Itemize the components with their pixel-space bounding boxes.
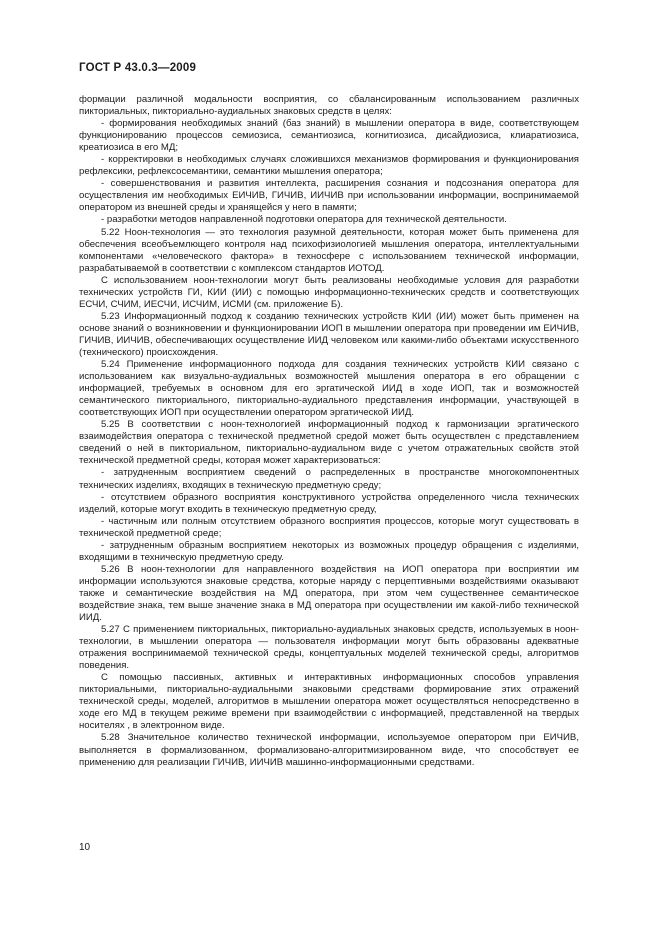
paragraph: - отсутствием образного восприятия конструктивного устройства определенного числа технических изделий, которые могут входить в техническую предметную среду, [79, 491, 579, 515]
paragraph: С использованием ноон-технологии могут быть реализованы необходимые условия для разработки технических устройств ГИ, КИИ (ИИ) с помощью информационно-технических средств и соответствующих ЕСЧИ, СЧИМ, ИЕСЧИ, ИСЧИМ, ИСМИ (см. приложение Б). [79, 274, 579, 310]
paragraph: формации различной модальности восприятия, со сбалансированным использованием различных пикториальных, пикториально-аудиальных знаковых средств в целях: [79, 94, 579, 118]
paragraph: - совершенствования и развития интеллекта, расширения сознания и подсознания оператора для осуществления им необходимых ЕИЧИВ, ГИЧИВ, ИИЧИВ при использовании информации, воспринимаемой оператором из внешней среды и хранящейся у него в памяти; [79, 178, 579, 214]
paragraph: - корректировки в необходимых случаях сложившихся механизмов формирования и функционирования рефлексики, рефлексосемантики, семантики мышления оператора; [79, 154, 579, 178]
paragraph: 5.27 С применением пикториальных, пикториально-аудиальных знаковых средств, используемых в ноон-технологии, в мышлении оператора — пользователя информации могут быть образованы адекватные отражения воспринимаемой технической среды, концептуальных моделей технической среды, алгоритмов поведения. [79, 624, 579, 672]
paragraph: - затрудненным образным восприятием некоторых из возможных процедур обращения с изделиями, входящими в техническую предметную среду. [79, 539, 579, 563]
paragraph: 5.23 Информационный подход к созданию технических устройств КИИ (ИИ) может быть применен на основе знаний о возникновении и функционировании ИОП в мышлении оператора при проведении им ЕИЧИВ, ГИЧИВ, ИИЧИВ, обеспечивающих осуществление ИИД человеком или какими-либо объектами искусственного (технического) происхождения. [79, 310, 579, 358]
paragraph: 5.25 В соответствии с ноон-технологией информационный подход к гармонизации эргатического взаимодействия оператора с технической предметной средой может быть осуществлен с представлением сведений о ней в пикториальном, пикториально-аудиальном виде с учетом отражательных свойств этой технической предметной среды, которая может характеризоваться: [79, 419, 579, 467]
paragraph: - частичным или полным отсутствием образного восприятия процессов, которые могут существовать в технической предметной среде; [79, 515, 579, 539]
paragraph: С помощью пассивных, активных и интерактивных информационных способов управления пикториальными, пикториально-аудиальными знаковыми средствами формирование этих отражений технической среды, моделей, алгоритмов в мышлении оператора может осуществляться непосредственно в ходе его МД в текущем режиме времени при взаимодействии с информацией, представленной на твердых носителях , в электронном виде. [79, 672, 579, 732]
paragraph: - разработки методов направленной подготовки оператора для технической деятельности. [101, 214, 507, 226]
paragraph: 5.26 В ноон-технологии для направленного воздействия на ИОП оператора при восприятии им информации используются знаковые средства, которые наряду с перцептивными воздействиями оказывают также и семантические воздействия на МД оператора, при этом чем существеннее семантическое воздействие знака, тем выше значение знака в МД оператора при осуществлении им какой-либо технической ИИД. [79, 563, 579, 624]
document-header: ГОСТ Р 43.0.3—2009 [79, 62, 197, 74]
paragraph: - затрудненным восприятием сведений о распределенных в пространстве многокомпонентных технических изделиях, входящих в техническую предметную среду; [79, 467, 579, 491]
paragraph: 5.28 Значительное количество технической информации, используемое оператором при ЕИЧИВ, выполняется в формализованном, формализовано-алгоритмизированном виде, что способствует ее применению для реализации ГИЧИВ, ИИЧИВ машинно-информационными средствами. [79, 732, 579, 768]
document-body [79, 94, 579, 769]
paragraph: 5.22 Ноон-технология — это технология разумной деятельности, которая может быть применена для обеспечения всеобъемлющего контроля над психофизиологией мышления оператора, интеллектуальными компонентами «человеческого фактора» в техносфере с использованием технической информации, разрабатываемой в соответствии с комплексом стандартов ИОТОД. [79, 226, 579, 274]
page-number: 10 [79, 842, 91, 853]
paragraph: - формирования необходимых знаний (баз знаний) в мышлении оператора в виде, соответствующем функционированию процессов семиозиса, семантиозиса, когнитиозиса, дисайдиозиса, клиаратиозиса, креатиозиса в его МД; [79, 118, 579, 154]
paragraph: 5.24 Применение информационного подхода для создания технических устройств КИИ связано с использованием как визуально-аудиальных возможностей мышления оператора в его обращении с информацией, требуемых в основном для его эргатической ИИД в ходе ИОП, так и возможностей семантического пикториального, пикториально-аудиального представления информации, участвующей в соответствующих ИОП при осуществлении оператором эргатической ИИД. [79, 359, 579, 419]
